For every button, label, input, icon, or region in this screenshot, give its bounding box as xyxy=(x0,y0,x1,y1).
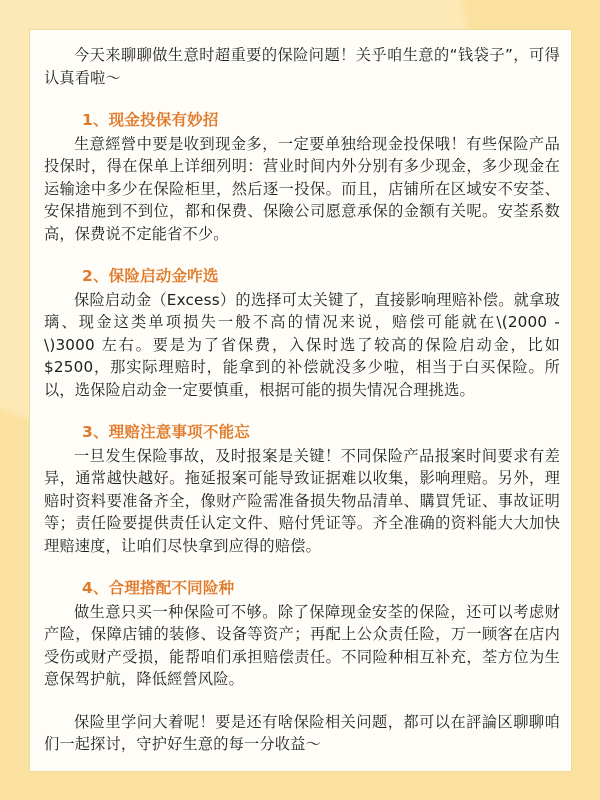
section-3-body: 一旦发生保险事故，及时报案是关键！不同保险产品报案时间要求有差异，通常越快越好。拖延报案可能导致证据难以收集，影响理赔。另外，理赔时资料要准备齐全，像财产险需准备损失物品清单、購買凭证、事故证明等；责任险要提供责任认定文件、赔付凭证等。齐全准确的资料能大大加快理赔速度，让咱们尽快拿到应得的赔偿。 xyxy=(44,446,560,555)
section-3-title: 3、理赔注意事项不能忘 xyxy=(82,423,250,441)
intro-paragraph: 今天来聊聊做生意时超重要的保险问题！关乎咱生意的“钱袋子”，可得认真看啦～ xyxy=(44,46,560,87)
outro-paragraph: 保险里学问大着呢！要是还有啥保险相关问题，都可以在評論区聊聊咱们一起探讨，守护好生意的每一分收益～ xyxy=(44,712,560,753)
section-1-body: 生意經營中要是收到现金多，一定要单独给现金投保哦！有些保险产品投保时，得在保单上详细列明：营业时间内外分别有多少现金，多少现金在运输途中多少在保险柜里，然后逐一投保。而且，店铺所在区域安不安荃、安保措施到不到位，都和保费、保險公司愿意承保的金额有关呢。安荃系数高，保费说不定能省不少。 xyxy=(44,134,560,243)
section-2-body: 保险启动金（Excess）的选择可太关键了，直接影响理赔补偿。就拿玻璃、现金这类单项损失一般不高的情况来说，赔偿可能就在\(2000 - \)3000 左右。要是为了省保费，入保时选了较高的保险启动金，比如 $2500，那实际理赔时，能拿到的补偿就没多少啦，相当于白买保险。所以，选保险启动金一定要慎重，根据可能的损失情况合理挑选。 xyxy=(44,290,560,399)
section-4-body: 做生意只买一种保险可不够。除了保障现金安荃的保险，还可以考虑财产险，保障店铺的装修、设备等资产；再配上公众责任险，万一顾客在店内受伤或财产受损，能帮咱们承担赔偿责任。不同险种相互补充，荃方位为生意保驾护航，降低經營风险。 xyxy=(44,602,560,688)
section-4-title: 4、合理搭配不同险种 xyxy=(82,579,235,597)
section-1-title: 1、现金投保有妙招 xyxy=(82,111,219,129)
article-content xyxy=(44,44,560,756)
section-2-title: 2、保险启动金咋选 xyxy=(82,267,219,285)
